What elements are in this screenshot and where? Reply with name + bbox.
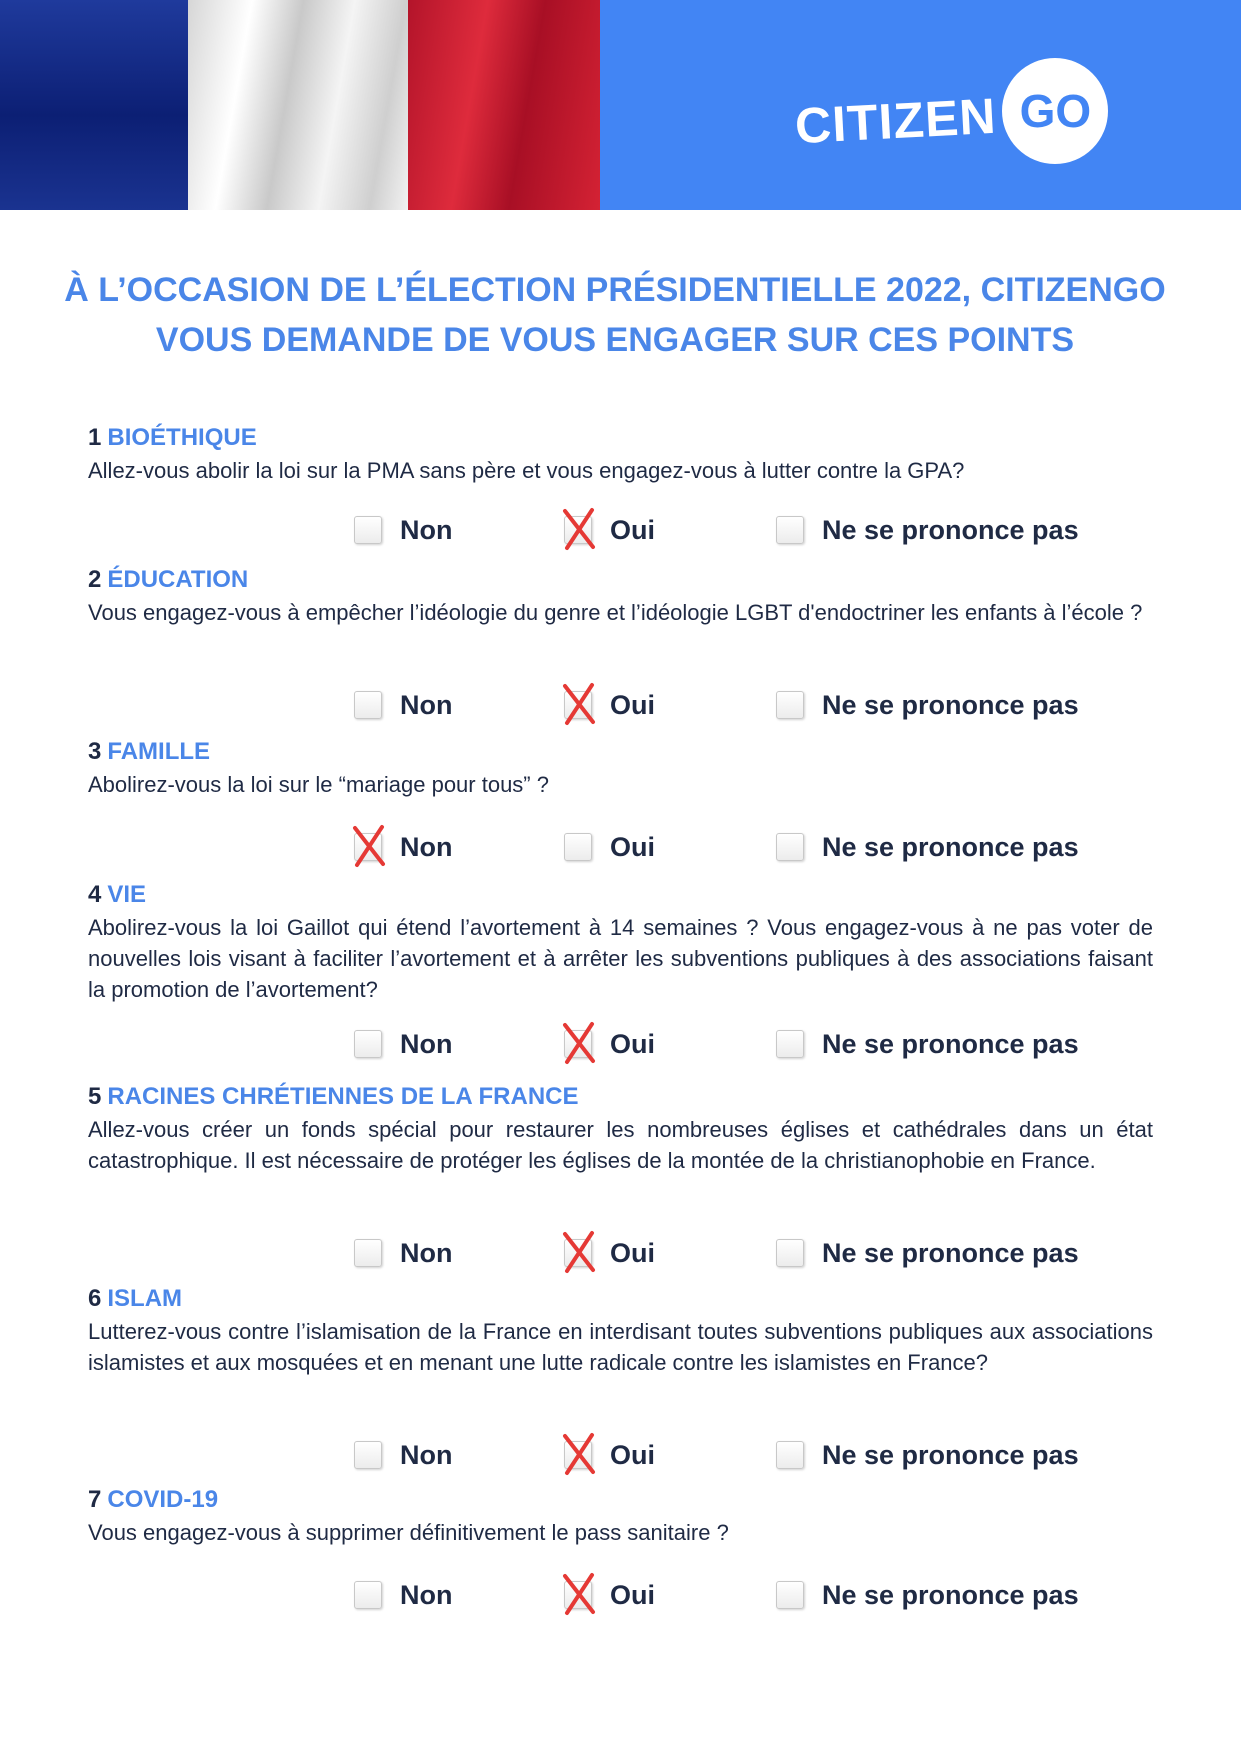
option-non[interactable] [354, 1575, 452, 1615]
page-title: À L’OCCASION DE L’ÉLECTION PRÉSIDENTIELLE 2022, CITIZENGO VOUS DEMANDE DE VOUS ENGAGER SUR CES POINTS [64, 271, 1166, 359]
question-text: Vous engagez-vous à empêcher l’idéologie du genre et l’idéologie LGBT d'endoctriner les enfants à l’école ? [88, 600, 1143, 625]
x-mark-icon [349, 824, 389, 868]
section-title: BIOÉTHIQUE [107, 424, 257, 451]
x-mark-icon [559, 1432, 599, 1476]
option-non[interactable] [354, 1233, 452, 1273]
checkbox-non[interactable] [354, 1239, 382, 1267]
section-heading [88, 880, 1153, 910]
section-title: COVID-19 [107, 1486, 219, 1513]
option-oui[interactable] [564, 1233, 655, 1273]
section-title: FAMILLE [107, 738, 211, 765]
option-label: Ne se prononce pas [822, 1439, 1079, 1470]
option-label: Ne se prononce pas [822, 514, 1079, 545]
checkbox-nsp[interactable] [776, 1441, 804, 1469]
checkbox-oui[interactable] [564, 1239, 592, 1267]
option-non[interactable] [354, 1024, 452, 1064]
option-label: Ne se prononce pas [822, 831, 1079, 862]
option-non[interactable] [354, 1435, 452, 1475]
checkbox-oui[interactable] [564, 1441, 592, 1469]
question-section [88, 423, 1153, 486]
x-mark-icon [559, 682, 599, 726]
option-oui[interactable] [564, 1435, 655, 1475]
checkbox-oui[interactable] [564, 1581, 592, 1609]
option-non[interactable] [354, 685, 452, 725]
option-label: Non [400, 514, 453, 545]
checkbox-non[interactable] [354, 516, 382, 544]
section-heading [88, 737, 1153, 767]
question-section [88, 1082, 1153, 1176]
checkbox-nsp[interactable] [776, 1239, 804, 1267]
checkbox-oui[interactable] [564, 516, 592, 544]
x-mark-icon [559, 507, 599, 551]
section-heading [88, 423, 1153, 453]
option-label: Non [400, 1237, 453, 1268]
question-section [88, 565, 1153, 628]
option-label: Ne se prononce pas [822, 1028, 1079, 1059]
header-banner [0, 0, 1241, 210]
section-number: 6 [88, 1285, 102, 1312]
option-oui[interactable] [564, 510, 655, 550]
question-text: Lutterez-vous contre l’islamisation de la France en interdisant toutes subventions publiques aux associations islamistes et aux mosquées et en menant une lutte radicale contre les islamistes en France? [88, 1319, 1153, 1375]
option-label: Oui [610, 1028, 655, 1059]
option-nsp[interactable] [776, 685, 1079, 725]
citizengo-logo [795, 78, 1108, 164]
checkbox-nsp[interactable] [776, 516, 804, 544]
option-label: Non [400, 1028, 453, 1059]
option-nsp[interactable] [776, 827, 1079, 867]
option-oui[interactable] [564, 827, 655, 867]
checkbox-nsp[interactable] [776, 1030, 804, 1058]
option-nsp[interactable] [776, 1435, 1079, 1475]
option-label: Oui [610, 1439, 655, 1470]
option-label: Non [400, 831, 453, 862]
section-number: 7 [88, 1486, 102, 1513]
option-label: Ne se prononce pas [822, 1579, 1079, 1610]
option-nsp[interactable] [776, 1575, 1079, 1615]
checkbox-nsp[interactable] [776, 833, 804, 861]
option-nsp[interactable] [776, 1233, 1079, 1273]
x-mark-icon [559, 1230, 599, 1274]
option-oui[interactable] [564, 685, 655, 725]
option-label: Oui [610, 689, 655, 720]
option-label: Oui [610, 1237, 655, 1268]
checkbox-oui[interactable] [564, 691, 592, 719]
answer-options [0, 510, 1241, 550]
option-label: Ne se prononce pas [822, 689, 1079, 720]
x-mark-icon [559, 1021, 599, 1065]
option-label: Non [400, 1579, 453, 1610]
checkbox-non[interactable] [354, 1441, 382, 1469]
section-heading [88, 1082, 1153, 1112]
question-section [88, 1485, 1153, 1548]
x-mark-icon [559, 1572, 599, 1616]
checkbox-non[interactable] [354, 833, 382, 861]
checkbox-nsp[interactable] [776, 691, 804, 719]
answer-options [0, 1233, 1241, 1273]
question-text: Allez-vous créer un fonds spécial pour restaurer les nombreuses églises et cathédrales dans un état catastrophique. Il est nécessaire de protéger les églises de la montée de la christianophobie en France. [88, 1117, 1153, 1173]
question-text: Abolirez-vous la loi Gaillot qui étend l’avortement à 14 semaines ? Vous engagez-vous à ne pas voter de nouvelles lois visant à faciliter l’avortement et à arrêter les subventions publiques à des associations faisant la promotion de l’avortement? [88, 915, 1153, 1002]
section-number: 3 [88, 738, 102, 765]
section-heading [88, 1284, 1153, 1314]
option-non[interactable] [354, 827, 452, 867]
option-non[interactable] [354, 510, 452, 550]
section-heading [88, 1485, 1153, 1515]
option-oui[interactable] [564, 1024, 655, 1064]
option-nsp[interactable] [776, 1024, 1079, 1064]
section-number: 5 [88, 1083, 102, 1110]
logo-go-circle: GO [1002, 58, 1108, 164]
section-heading [88, 565, 1153, 595]
checkbox-non[interactable] [354, 691, 382, 719]
checkbox-oui[interactable] [564, 833, 592, 861]
checkbox-non[interactable] [354, 1581, 382, 1609]
section-number: 1 [88, 424, 102, 451]
question-section [88, 1284, 1153, 1378]
option-oui[interactable] [564, 1575, 655, 1615]
section-number: 2 [88, 566, 102, 593]
option-label: Oui [610, 831, 655, 862]
answer-options [0, 827, 1241, 867]
checkbox-non[interactable] [354, 1030, 382, 1058]
answer-options [0, 1024, 1241, 1064]
logo-text: CITIZEN [793, 87, 998, 155]
option-label: Ne se prononce pas [822, 1237, 1079, 1268]
checkbox-nsp[interactable] [776, 1581, 804, 1609]
section-title: ÉDUCATION [107, 566, 249, 593]
option-label: Non [400, 689, 453, 720]
option-nsp[interactable] [776, 510, 1079, 550]
option-label: Oui [610, 1579, 655, 1610]
section-title: VIE [107, 881, 147, 908]
checkbox-oui[interactable] [564, 1030, 592, 1058]
french-flag-image [0, 0, 600, 210]
section-title: ISLAM [107, 1285, 183, 1312]
question-section [88, 737, 1153, 800]
question-text: Allez-vous abolir la loi sur la PMA sans père et vous engagez-vous à lutter contre la GPA? [88, 458, 965, 483]
answer-options [0, 685, 1241, 725]
answer-options [0, 1575, 1241, 1615]
answer-options [0, 1435, 1241, 1475]
question-text: Vous engagez-vous à supprimer définitivement le pass sanitaire ? [88, 1520, 729, 1545]
option-label: Oui [610, 514, 655, 545]
section-number: 4 [88, 881, 102, 908]
question-text: Abolirez-vous la loi sur le “mariage pour tous” ? [88, 772, 549, 797]
question-section [88, 880, 1153, 1005]
option-label: Non [400, 1439, 453, 1470]
section-title: RACINES CHRÉTIENNES DE LA FRANCE [107, 1083, 579, 1110]
